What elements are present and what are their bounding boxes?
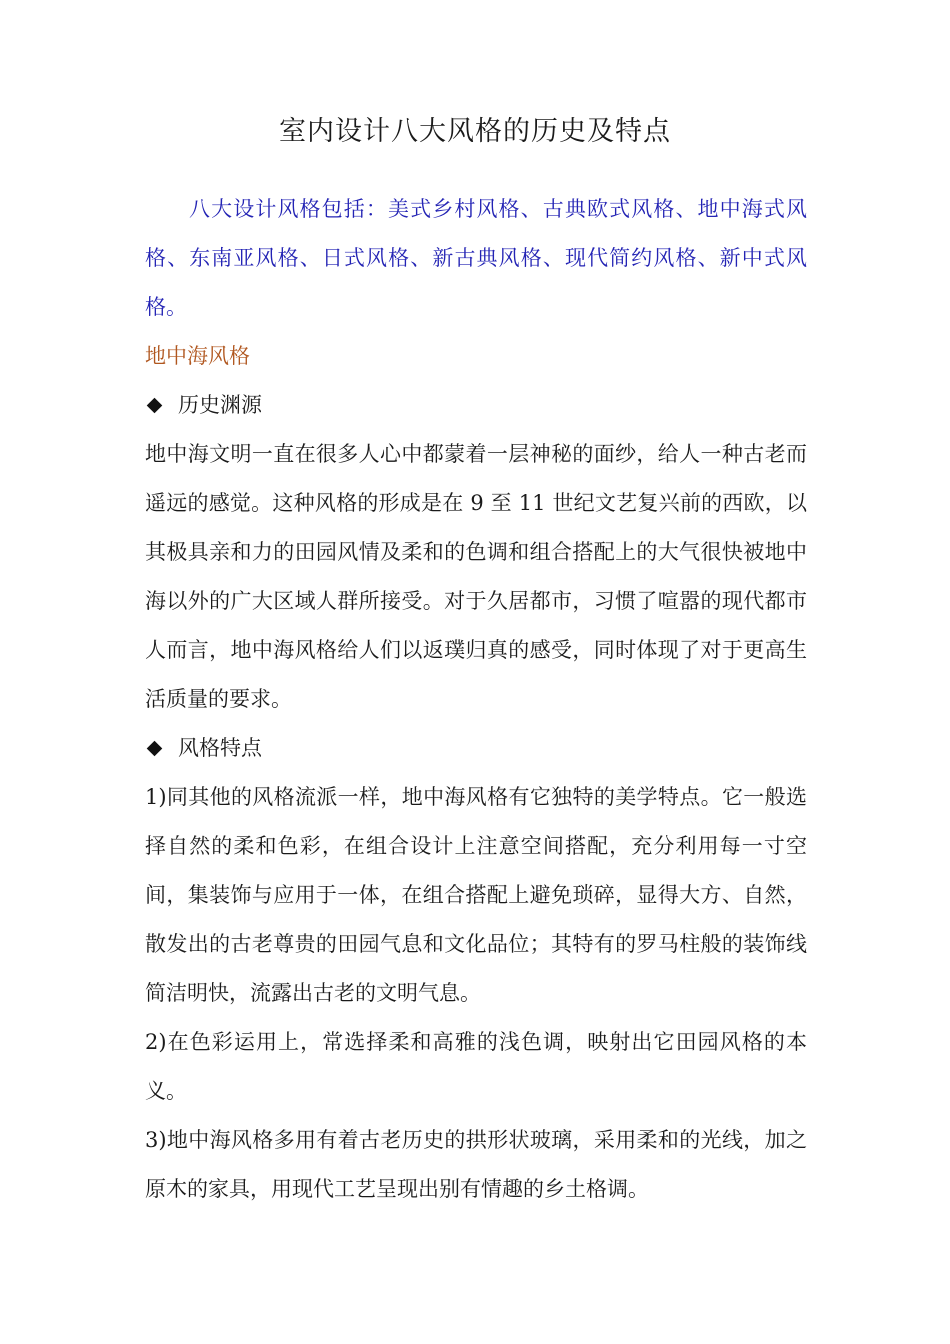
feature-paragraph-3: 3)地中海风格多用有着古老历史的拱形状玻璃，采用柔和的光线，加之原木的家具，用现代工艺呈现出别有情趣的乡土格调。 bbox=[145, 1128, 807, 1201]
bullet-history bbox=[145, 381, 807, 430]
diamond-bullet-icon bbox=[147, 398, 163, 414]
document-body bbox=[145, 185, 807, 1214]
history-paragraph: 地中海文明一直在很多人心中都蒙着一层神秘的面纱，给人一种古老而遥远的感觉。这种风格的形成是在 9 至 11 世纪文艺复兴前的西欧，以其极具亲和力的田园风情及柔和的色调和组合搭配上的大气很快被地中海以外的广大区域人群所接受。对于久居都市，习惯了喧嚣的现代都市人而言，地中海风格给人们以返璞归真的感受，同时体现了对于更高生活质量的要求。 bbox=[145, 442, 807, 711]
diamond-bullet-icon bbox=[147, 741, 163, 757]
intro-paragraph: 八大设计风格包括：美式乡村风格、古典欧式风格、地中海式风格、东南亚风格、日式风格、新古典风格、现代简约风格、新中式风格。 bbox=[145, 197, 807, 319]
feature-paragraph-1: 1)同其他的风格流派一样，地中海风格有它独特的美学特点。它一般选择自然的柔和色彩，在组合设计上注意空间搭配，充分利用每一寸空间，集装饰与应用于一体，在组合搭配上避免琐碎，显得大方、自然，散发出的古老尊贵的田园气息和文化品位；其特有的罗马柱般的装饰线简洁明快，流露出古老的文明气息。 bbox=[145, 785, 807, 1005]
section-heading: 地中海风格 bbox=[145, 344, 250, 368]
bullet-label: 风格特点 bbox=[178, 736, 262, 760]
bullet-features bbox=[145, 724, 807, 773]
document-title: 室内设计八大风格的历史及特点 bbox=[279, 116, 671, 147]
bullet-label: 历史渊源 bbox=[178, 393, 262, 417]
feature-paragraph-2: 2)在色彩运用上，常选择柔和高雅的浅色调，映射出它田园风格的本义。 bbox=[145, 1030, 807, 1103]
